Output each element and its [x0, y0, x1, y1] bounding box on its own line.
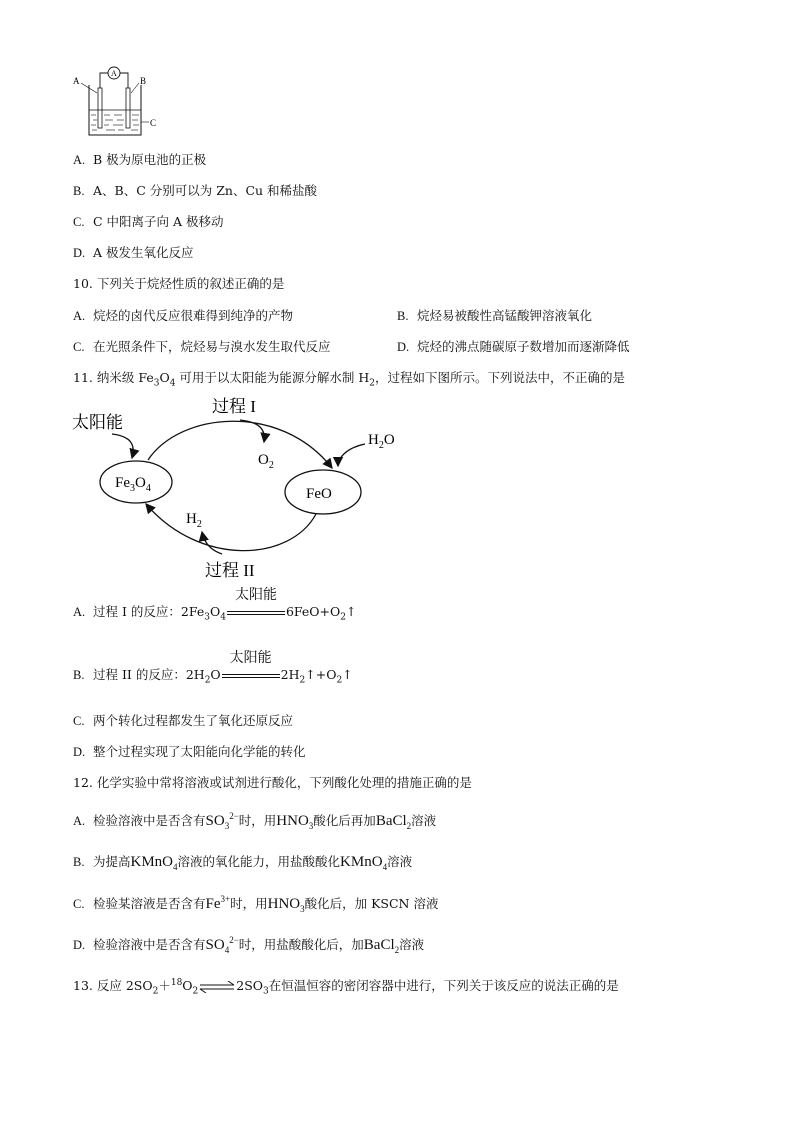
solar-input-arrow [112, 434, 133, 458]
q13-stem: 13. 反应 $2SO_2+^{18}O_2$ $2SO_3$在恒温恒容的密闭容器中进行，下列关于该反应的说法正确的是 [73, 977, 619, 997]
q11-stem: 11. 纳米级 $Fe_3O_4$ 可用于以太阳能为能源分解水制 $H_2$，过程如下图所示。下列说法中，不正确的是 [73, 370, 626, 389]
h2-label: $H_2$ [186, 511, 202, 530]
q11-option-c: C. 两个转化过程都发生了氧化还原反应 [73, 713, 294, 728]
cell-label-b: B [140, 76, 147, 86]
q12-option-c: C. 检验某溶液是否含有$Fe^{3+}$时，用$HNO_3$酸化后，加 KSCN 溶液 [73, 894, 439, 914]
q12-option-a: A. 检验溶液中是否含有$SO_3^{2-}$时，用$HNO_3$酸化后再加BaCl$_2$溶液 [73, 811, 437, 831]
ammeter-label: A [111, 69, 117, 78]
h2-release-arrow [202, 532, 222, 554]
cell-label-c: C [150, 118, 157, 128]
q9-option-c: C. C 中阳离子向 A 极移动 [73, 214, 224, 229]
q11-option-d: D. 整个过程实现了太阳能向化学能的转化 [73, 744, 306, 759]
q9-option-d: D. A 极发生氧化反应 [73, 245, 194, 260]
process-1-label: 过程 I [212, 397, 256, 416]
h2o-label: $H_2O$ [368, 432, 395, 451]
reversible-arrow-icon [198, 981, 236, 993]
sun-energy-label: 太阳能 [72, 413, 123, 432]
o2-label: $O_2$ [258, 452, 274, 471]
q10-option-b: B. 烷烃易被酸性高锰酸钾溶液氧化 [397, 308, 593, 323]
reaction-condition: 太阳能 [234, 586, 277, 603]
electrode-b [126, 88, 130, 128]
q12-stem: 12. 化学实验中常将溶液或试剂进行酸化，下列酸化处理的措施正确的是 [73, 775, 472, 790]
q10-option-a: A. 烷烃的卤代反应很难得到纯净的产物 [73, 308, 294, 323]
q11-option-a: A. 过程 I 的反应：$2Fe_3O_4$ 太阳能 $6FeO+O_2↑$ [73, 586, 357, 623]
fe3o4-label: $Fe_3O_4$ [115, 475, 151, 494]
q10-option-d: D. 烷烃的沸点随碳原子数增加而逐渐降低 [397, 339, 630, 354]
h2o-input-arrow [338, 444, 365, 466]
reaction-condition: 太阳能 [229, 649, 272, 666]
cell-label-a: A [73, 76, 80, 86]
q9-option-a: A. B 极为原电池的正极 [73, 152, 207, 167]
feo-label: FeO [306, 486, 332, 502]
q10-option-c: C. 在光照条件下，烷烃易与溴水发生取代反应 [73, 339, 331, 354]
o2-release-arrow [240, 420, 264, 442]
q11-option-b: B. 过程 II 的反应：$2H_2O$ 太阳能 $2H_2↑+O_2↑$ [73, 649, 353, 686]
process-2-label: 过程 II [205, 561, 255, 580]
q10-stem: 10. 下列关于烷烃性质的叙述正确的是 [73, 276, 285, 291]
process-1-arrow [148, 421, 332, 468]
solar-water-splitting-diagram [70, 392, 420, 584]
q12-option-b: B. 为提高KMnO$_4$溶液的氧化能力，用盐酸酸化KMnO$_4$溶液 [73, 854, 413, 872]
galvanic-cell-diagram [73, 63, 163, 141]
electrode-a [98, 88, 102, 128]
q9-option-b: B. A、B、C 分别可以为 Zn、Cu 和稀盐酸 [73, 183, 318, 198]
process-2-arrow [146, 504, 316, 551]
q12-option-d: D. 检验溶液中是否含有$SO_4^{2-}$时，用盐酸酸化后，加BaCl$_2$溶液 [73, 935, 425, 955]
